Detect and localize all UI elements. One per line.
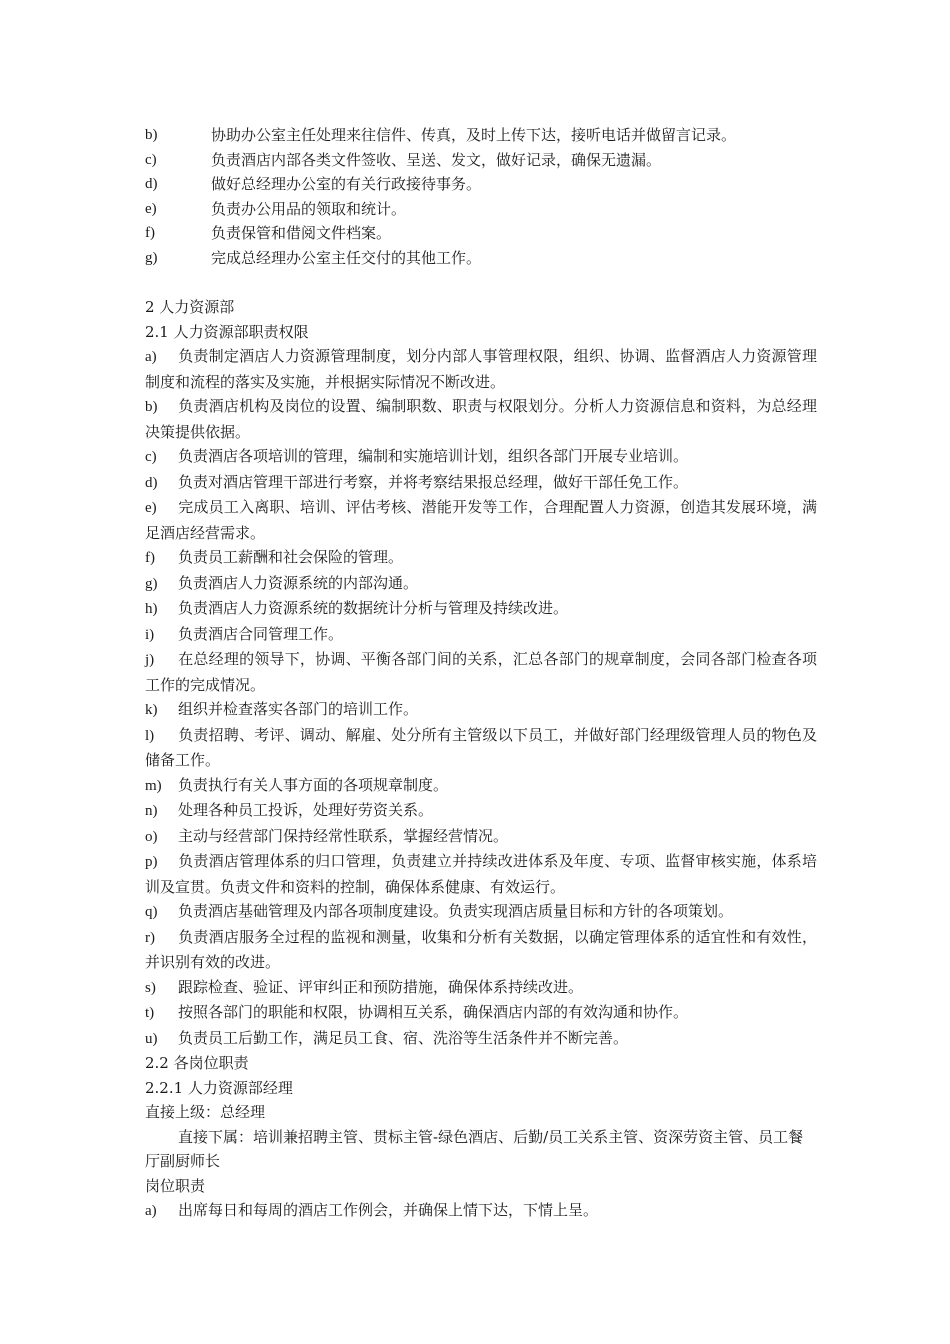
list-item — [145, 545, 817, 571]
list-item — [145, 697, 817, 723]
list-marker: g) — [145, 575, 158, 592]
list-marker: d) — [145, 176, 158, 192]
list-marker: f) — [145, 225, 155, 241]
list-text: 主动与经营部门保持经常性联系，掌握经营情况。 — [178, 826, 509, 845]
list-text: 负责酒店各项培训的管理，编制和实施培训计划，组织各部门开展专业培训。 — [178, 447, 689, 465]
list-item — [145, 197, 817, 222]
list-text: 负责酒店人力资源系统的数据统计分析与管理及持续改进。 — [178, 599, 569, 617]
list-item — [145, 824, 817, 850]
list-text: 负责对酒店管理干部进行考察，并将考察结果报总经理，做好干部任免工作。 — [178, 472, 689, 491]
list-text: 负责酒店基础管理及内部各项制度建设。负责实现酒店质量目标和方针的各项策划。 — [178, 902, 734, 920]
list-marker: s) — [145, 979, 156, 996]
duties-heading: 岗位职责 — [145, 1176, 206, 1195]
list-text: 处理各种员工投诉，处理好劳资关系。 — [178, 801, 434, 819]
list-item — [145, 470, 817, 496]
list-item — [145, 571, 817, 597]
list-text: 完成总经理办公室主任交付的其他工作。 — [211, 248, 482, 267]
list-marker: e) — [145, 200, 157, 217]
list-text: 负责酒店服务全过程的监视和测量，收集和分析有关数据，以确定管理体系的适宜性和有效性，并识别有效的改进。 — [145, 927, 817, 971]
list-marker: i) — [145, 626, 155, 643]
list-marker: o) — [145, 828, 158, 845]
list-marker: k) — [145, 702, 158, 718]
list-text: 跟踪检查、验证、评审纠正和预防措施，确保体系持续改进。 — [178, 977, 584, 996]
hr-duties-list — [145, 344, 817, 1051]
list-marker: a) — [145, 349, 157, 365]
list-text: 按照各部门的职能和权限，协调相互关系，确保酒店内部的有效沟通和协作。 — [178, 1003, 689, 1021]
list-item — [145, 899, 817, 925]
list-marker: r) — [145, 929, 155, 946]
list-item — [145, 172, 817, 197]
list-text: 负责酒店管理体系的归口管理，负责建立并持续改进体系及年度、专项、监督审核实施，体系培训及宣贯。负责文件和资料的控制，确保体系健康、有效运行。 — [145, 852, 817, 896]
list-item — [145, 596, 817, 622]
list-text: 负责执行有关人事方面的各项规章制度。 — [178, 775, 449, 794]
list-text: 负责办公用品的领取和统计。 — [211, 199, 407, 218]
list-item — [145, 221, 817, 246]
list-text: 负责酒店人力资源系统的内部沟通。 — [178, 573, 419, 592]
list-item — [145, 444, 817, 470]
list-text: 完成员工入离职、培训、评估考核、潜能开发等工作，合理配置人力资源，创造其发展环境，满足酒店经营需求。 — [145, 498, 817, 542]
subsection-heading: 2.2 各岗位职责 — [145, 1054, 249, 1072]
list-marker: p) — [145, 854, 158, 870]
list-marker: b) — [145, 399, 158, 415]
list-item — [145, 344, 817, 394]
position-duties-list — [145, 1198, 817, 1224]
list-text: 负责招聘、考评、调动、解雇、处分所有主管级以下员工，并做好部门经理级管理人员的物色及储备工作。 — [145, 725, 817, 769]
document-body — [145, 123, 817, 1224]
list-marker: d) — [145, 474, 158, 491]
list-text: 负责酒店合同管理工作。 — [178, 624, 344, 643]
list-item — [145, 246, 817, 271]
list-marker: q) — [145, 904, 158, 920]
direct-superior: 直接上级：总经理 — [145, 1103, 266, 1121]
direct-subordinates: 直接下属：培训兼招聘主管、贯标主管-绿色酒店、后勤/员工关系主管、资深劳资主管、员工餐厅副厨师长 — [145, 1127, 804, 1170]
list-text: 负责酒店内部各类文件签收、呈送、发文，做好记录，确保无遗漏。 — [211, 150, 662, 169]
list-item — [145, 1026, 817, 1052]
list-text: 组织并检查落实各部门的培训工作。 — [178, 700, 419, 718]
list-marker: c) — [145, 449, 157, 465]
subsubsection-heading: 2.2.1 人力资源部经理 — [145, 1078, 293, 1097]
list-text: 负责酒店机构及岗位的设置、编制职数、职责与权限划分。分析人力资源信息和资料，为总经理决策提供依据。 — [145, 397, 817, 441]
section-heading: 2 人力资源部 — [145, 298, 235, 316]
list-marker: t) — [145, 1005, 155, 1021]
list-marker: u) — [145, 1030, 158, 1047]
list-item — [145, 148, 817, 173]
list-item — [145, 495, 817, 545]
list-marker: m) — [145, 777, 162, 794]
list-item — [145, 925, 817, 975]
list-marker: j) — [145, 652, 155, 668]
list-marker: g) — [145, 249, 158, 266]
list-text: 负责员工后勤工作，满足员工食、宿、洗浴等生活条件并不断完善。 — [178, 1028, 629, 1047]
list-item — [145, 123, 817, 148]
list-text: 做好总经理办公室的有关行政接待事务。 — [211, 175, 482, 193]
list-item — [145, 723, 817, 773]
list-marker: c) — [145, 151, 157, 168]
list-marker: a) — [145, 1203, 157, 1219]
list-text: 协助办公室主任处理来往信件、传真，及时上传下达，接听电话并做留言记录。 — [211, 126, 737, 144]
list-item — [145, 1198, 817, 1224]
list-marker: n) — [145, 803, 158, 819]
list-text: 负责制定酒店人力资源管理制度，划分内部人事管理权限，组织、协调、监督酒店人力资源管理制度和流程的落实及实施，并根据实际情况不断改进。 — [145, 347, 817, 391]
list-marker: b) — [145, 127, 158, 143]
office-duties-list — [145, 123, 817, 270]
list-marker: e) — [145, 500, 157, 516]
list-item — [145, 394, 817, 444]
list-text: 出席每日和每周的酒店工作例会，并确保上情下达，下情上呈。 — [178, 1201, 599, 1219]
list-item — [145, 975, 817, 1001]
list-item — [145, 849, 817, 899]
list-item — [145, 1000, 817, 1026]
list-marker: l) — [145, 727, 155, 744]
list-marker: f) — [145, 550, 155, 566]
list-text: 负责保管和借阅文件档案。 — [211, 224, 392, 242]
list-text: 在总经理的领导下，协调、平衡各部门间的关系，汇总各部门的规章制度，会同各部门检查各项工作的完成情况。 — [145, 650, 817, 694]
list-item — [145, 622, 817, 648]
list-marker: h) — [145, 601, 158, 617]
list-item — [145, 647, 817, 697]
list-text: 负责员工薪酬和社会保险的管理。 — [178, 548, 404, 566]
subsection-heading: 2.1 人力资源部职责权限 — [145, 322, 309, 341]
paragraph-gap — [145, 270, 817, 295]
list-item — [145, 798, 817, 824]
list-item — [145, 773, 817, 799]
